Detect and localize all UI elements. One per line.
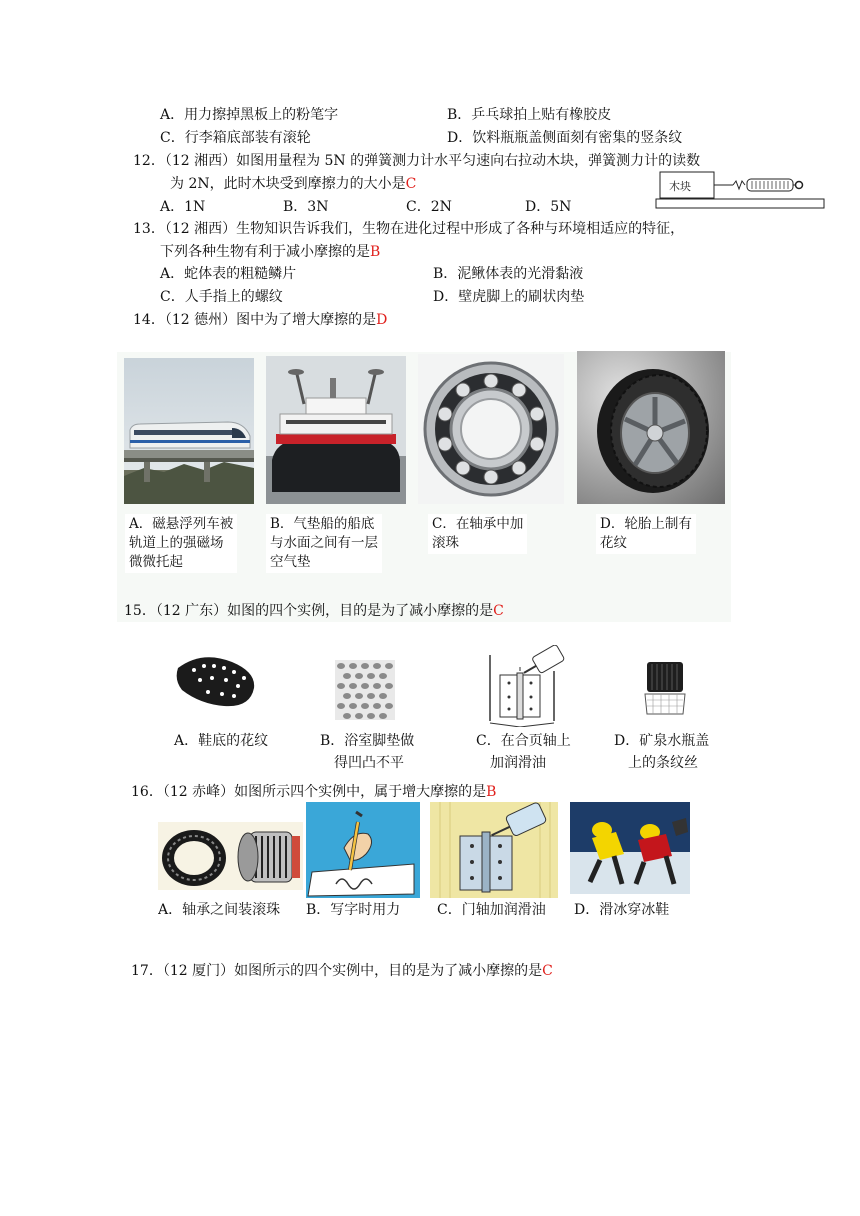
hovercraft-photo	[266, 356, 406, 504]
q12-option-a: A．1N	[160, 199, 206, 215]
q11-option-b: B．乒乓球拍上贴有橡胶皮	[447, 107, 612, 123]
block-label: 木块	[669, 180, 691, 193]
q14-caption-c: C．在轴承中加 滚珠	[428, 514, 527, 554]
q16-stem: 16．（12 赤峰）如图所示四个实例中，属于增大摩擦的是B	[131, 784, 497, 800]
q14-answer: D	[376, 312, 388, 328]
q13-answer: B	[370, 244, 381, 260]
q15-caption-c-line2: 加润滑油	[490, 755, 546, 771]
q13-stem-line2: 下列各种生物有利于减小摩擦的是B	[160, 244, 381, 260]
q14-stem: 14．（12 德州）图中为了增大摩擦的是D	[133, 312, 388, 328]
q16-caption-b: B．写字时用力	[306, 902, 401, 918]
writing-figure	[306, 802, 420, 898]
ice-skaters-photo	[570, 802, 690, 894]
q12-option-c: C．2N	[406, 199, 452, 215]
q12-stem-line1: 12．（12 湘西）如图用量程为 5N 的弹簧测力计水平匀速向右拉动木块，弹簧测力计的读数	[133, 153, 701, 169]
q11-option-d: D．饮料瓶瓶盖侧面刻有密集的竖条纹	[447, 130, 683, 146]
q16-answer: B	[486, 784, 497, 800]
door-hinge-figure	[430, 802, 558, 898]
q13-option-d: D．壁虎脚上的刷状肉垫	[433, 289, 585, 305]
bath-mat-figure	[335, 660, 395, 720]
q12-stem-line2: 为 2N，此时木块受到摩擦力的大小是C	[170, 176, 417, 192]
q13-option-b: B．泥鳅体表的光滑黏液	[433, 266, 584, 282]
q15-answer: C	[493, 603, 504, 619]
hinge-oil-figure	[484, 645, 574, 727]
q17-stem: 17．（12 厦门）如图所示的四个实例中，目的是为了减小摩擦的是C	[131, 963, 553, 979]
ball-bearing-photo	[418, 354, 564, 504]
q15-caption-a: A．鞋底的花纹	[174, 733, 269, 749]
maglev-train-photo	[124, 358, 254, 504]
tire-photo	[577, 351, 725, 504]
q14-caption-b: B．气垫船的船底 与水面之间有一层 空气垫	[266, 514, 382, 573]
bottle-cap-figure	[643, 660, 687, 716]
shoe-sole-figure	[172, 648, 260, 714]
q14-caption-a: A．磁悬浮列车被 轨道上的强磁场 微微托起	[125, 514, 237, 573]
q13-stem-line1: 13．（12 湘西）生物知识告诉我们，生物在进化过程中形成了各种与环境相适应的特征，	[133, 221, 685, 237]
q13-option-c: C．人手指上的螺纹	[160, 289, 283, 305]
q12-answer: C	[405, 176, 417, 192]
q16-caption-c: C．门轴加润滑油	[437, 902, 546, 918]
q16-caption-d: D．滑冰穿冰鞋	[574, 902, 670, 918]
q15-caption-d-line2: 上的条纹丝	[628, 755, 698, 771]
q17-answer: C	[542, 963, 553, 979]
q13-option-a: A．蛇体表的粗糙鳞片	[160, 266, 297, 282]
q15-caption-c-line1: C．在合页轴上	[476, 733, 571, 749]
q11-option-a: A．用力擦掉黑板上的粉笔字	[160, 107, 339, 123]
q15-caption-d-line1: D．矿泉水瓶盖	[614, 733, 710, 749]
bearings-figure	[158, 822, 303, 890]
q11-option-c: C．行李箱底部装有滚轮	[160, 130, 311, 146]
q15-caption-b-line1: B．浴室脚垫做	[320, 733, 415, 749]
q12-option-b: B．3N	[283, 199, 329, 215]
q15-stem: 15．（12 广东）如图的四个实例，目的是为了减小摩擦的是C	[124, 603, 504, 619]
spring-scale-diagram	[655, 168, 827, 212]
q15-caption-b-line2: 得凹凸不平	[334, 755, 404, 771]
q12-option-d: D．5N	[525, 199, 572, 215]
q14-caption-d: D．轮胎上制有 花纹	[596, 514, 696, 554]
q16-caption-a: A．轴承之间装滚珠	[158, 902, 281, 918]
